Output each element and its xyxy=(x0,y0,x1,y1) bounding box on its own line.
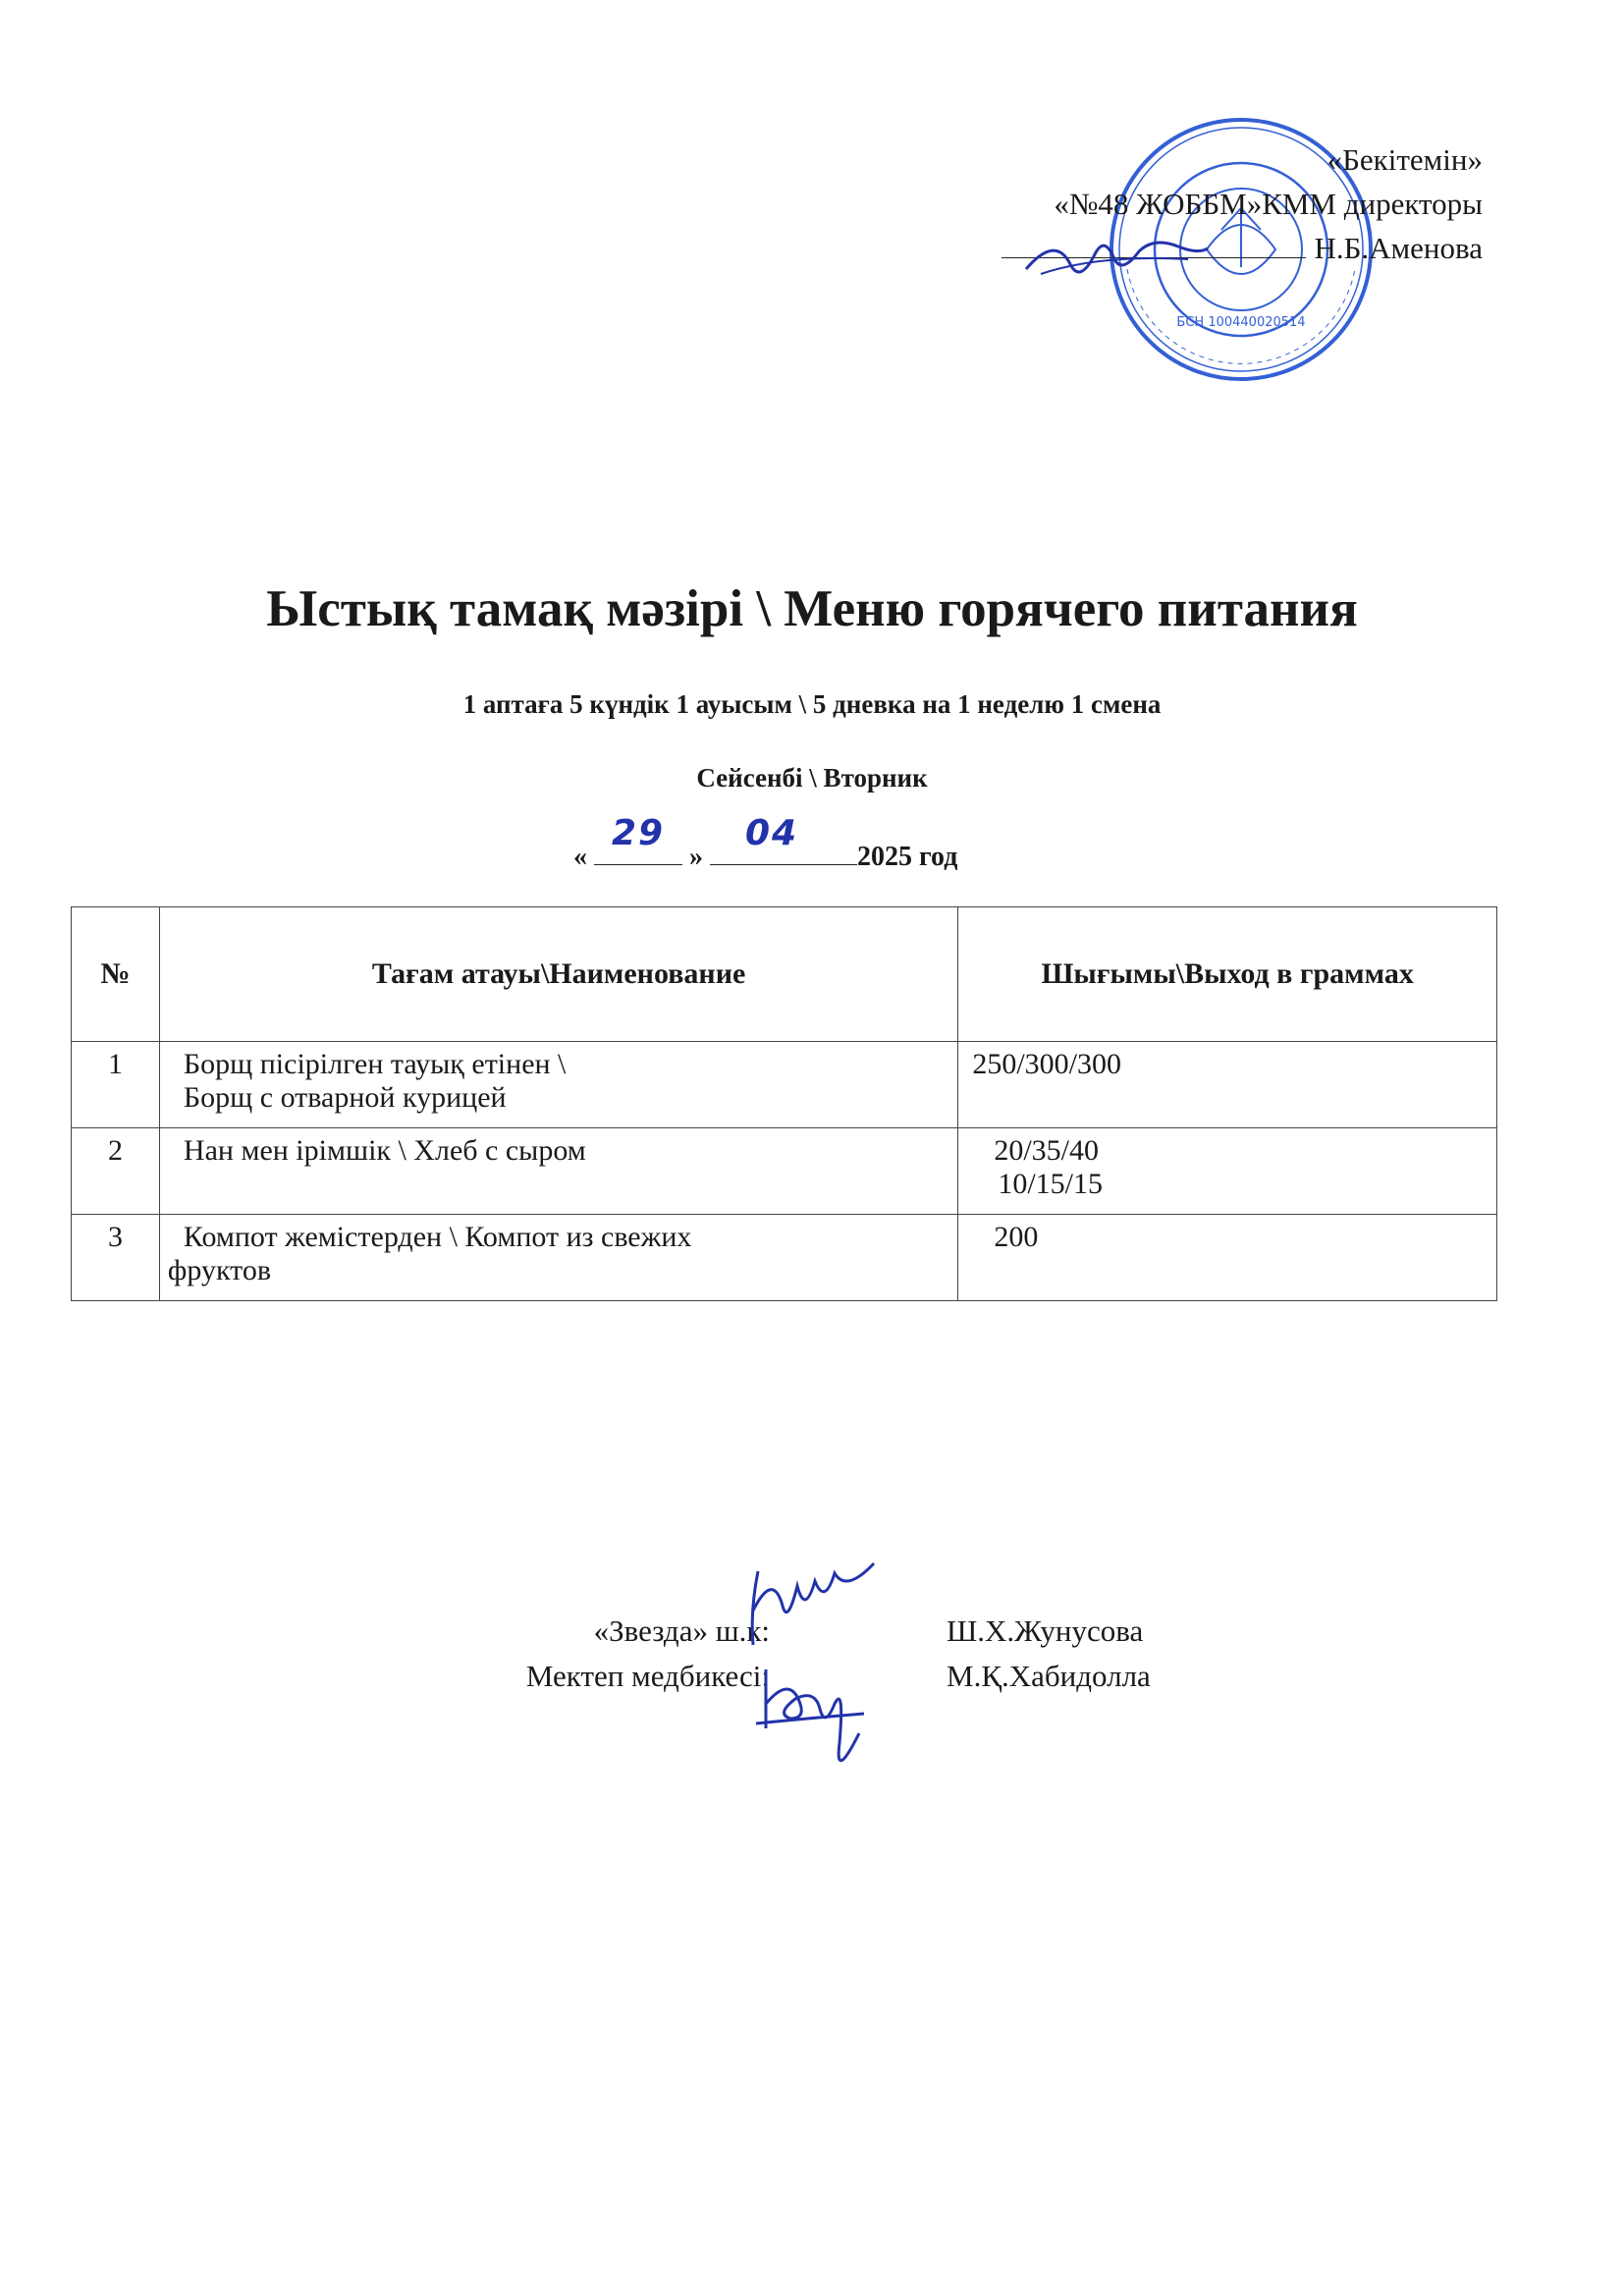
date-month-blank xyxy=(710,813,857,865)
output-value: 10/15/15 xyxy=(998,1168,1103,1200)
cook-signature xyxy=(738,1561,886,1650)
weekday-label: Сейсенбі \ Вторник xyxy=(696,763,928,793)
date-open-quote: « xyxy=(573,842,587,872)
row-dish-name xyxy=(159,1128,957,1215)
output-value: 20/35/40 xyxy=(994,1134,1099,1167)
row-output xyxy=(958,1042,1497,1128)
date-year: 2025 год xyxy=(857,842,958,872)
page-title: Ыстық тамақ мәзірі \ Меню горячего питания xyxy=(266,580,1358,637)
signer-role: «Звезда» ш.к: xyxy=(593,1613,770,1648)
nurse-signature xyxy=(746,1650,874,1787)
header-dish-name: Тағам атауы\Наименование xyxy=(159,907,957,1042)
row-number: 2 xyxy=(72,1128,160,1215)
signer-name: М.Қ.Хабидолла xyxy=(947,1659,1151,1693)
dish-name-line: Компот жемістерден \ Компот из свежих xyxy=(183,1221,692,1253)
approval-position: «№48 ЖОББМ»КММ директоры xyxy=(1054,187,1483,221)
director-name: Н.Б.Аменова xyxy=(1314,231,1483,265)
row-number: 1 xyxy=(72,1042,160,1128)
signer-name: Ш.Х.Жунусова xyxy=(947,1613,1144,1648)
date-close-quote: » xyxy=(689,842,703,872)
dish-name-line: Нан мен ірімшік \ Хлеб с сыром xyxy=(183,1134,586,1167)
header-number: № xyxy=(72,907,160,1042)
date-month-handwritten: 04 xyxy=(745,813,799,853)
svg-text:БСН 100440020514: БСН 100440020514 xyxy=(1176,315,1306,330)
signer-role: Мектеп медбикесі: xyxy=(525,1659,770,1693)
approval-title: «Бекітемін» xyxy=(1326,142,1483,177)
director-signature xyxy=(1021,230,1218,289)
row-number: 3 xyxy=(72,1215,160,1301)
page-subtitle: 1 аптаға 5 күндік 1 ауысым \ 5 дневка на 1 неделю 1 смена xyxy=(462,689,1162,719)
dish-name-line: Борщ пісірілген тауық етінен \ xyxy=(183,1048,567,1080)
date-line xyxy=(573,813,958,873)
table-row xyxy=(72,1128,1497,1215)
row-output xyxy=(958,1128,1497,1215)
table-row xyxy=(72,1215,1497,1301)
output-value: 250/300/300 xyxy=(972,1048,1121,1080)
row-dish-name xyxy=(159,1215,957,1301)
header-output: Шығымы\Выход в граммах xyxy=(958,907,1497,1042)
dish-name-line: Борщ с отварной курицей xyxy=(183,1081,507,1114)
date-day-blank xyxy=(594,813,682,865)
date-day-handwritten: 29 xyxy=(611,813,666,853)
table-header-row xyxy=(72,907,1497,1042)
dish-name-line: фруктов xyxy=(167,1254,272,1286)
menu-table xyxy=(71,906,1497,1301)
table-row xyxy=(72,1042,1497,1128)
row-output xyxy=(958,1215,1497,1301)
output-value: 200 xyxy=(994,1221,1039,1253)
row-dish-name xyxy=(159,1042,957,1128)
